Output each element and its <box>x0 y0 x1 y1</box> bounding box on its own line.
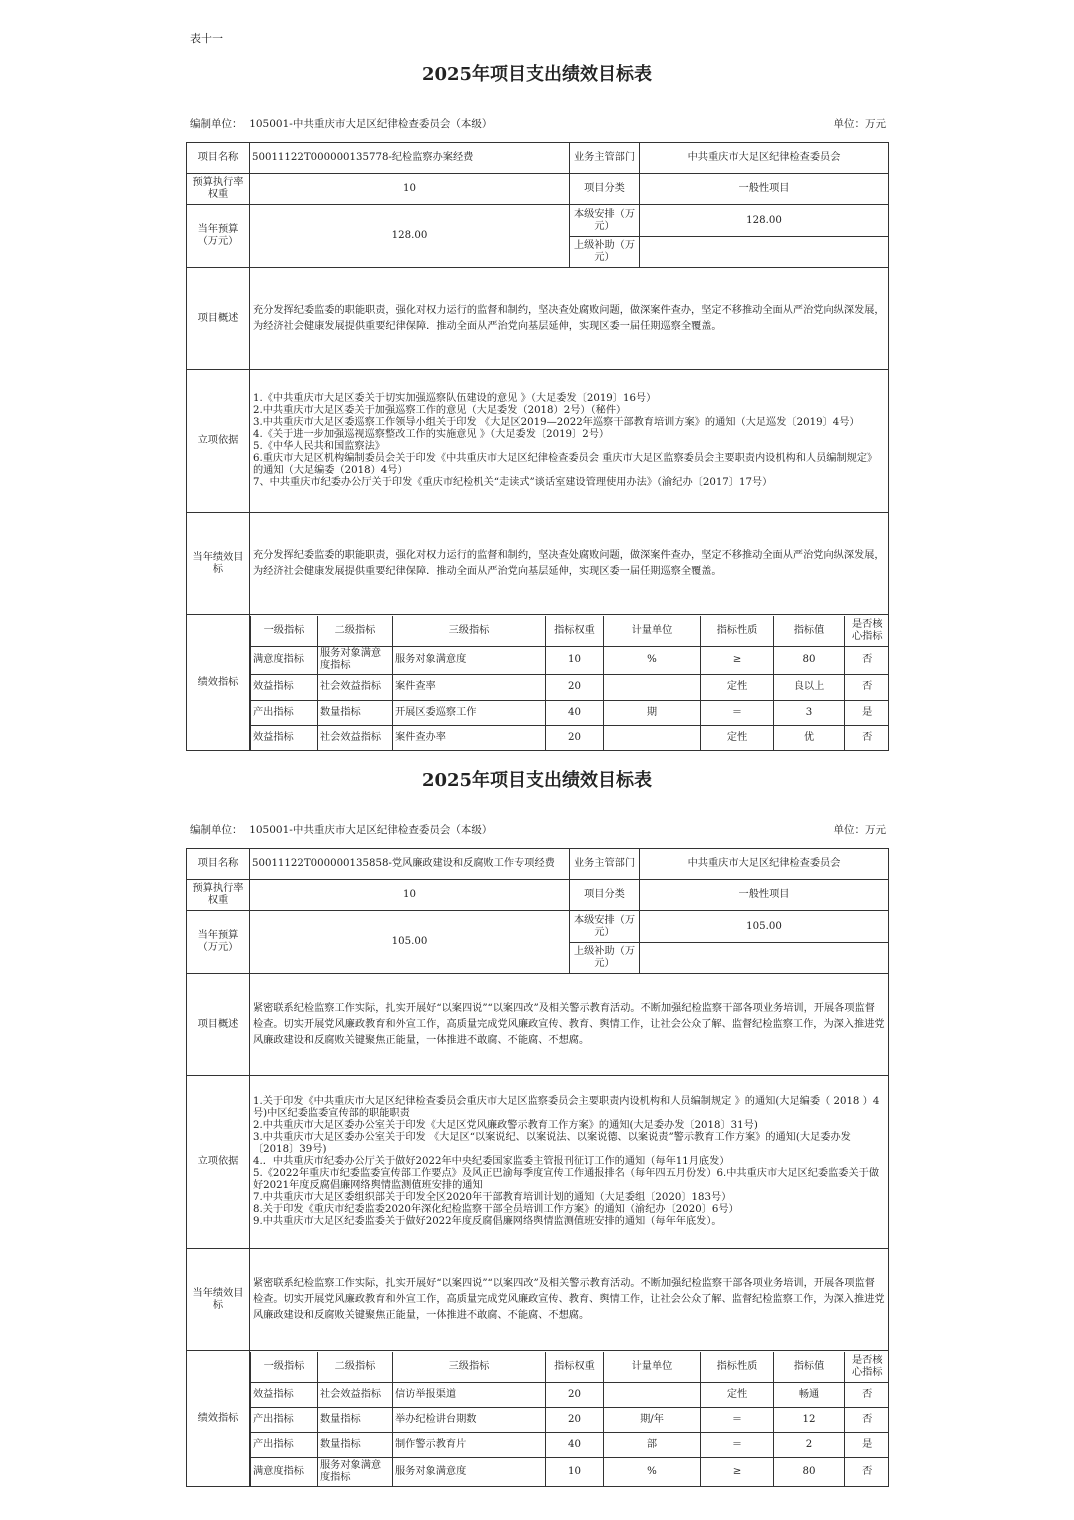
indicator-cell-value: 优 <box>774 725 845 750</box>
goal: 紧密联系纪检监察工作实际，扎实开展好“以案四说”“以案四改”及相关警示教育活动。不断加强纪检监察干部各项业务培训，开展各项监督检查。切实开展党风廉政教育和外宣工作，高质量完成党风廉政宣传、教育、舆情工作，让社会公众了解、监督纪检监察工作，为深入推进党风廉政建设和反腐败关键聚焦正能量，一体推进不敢腐、不能腐、不想腐。 <box>250 1249 889 1351</box>
indicator-cell-unit: 期/年 <box>604 1407 701 1432</box>
indicator-cell-level1: 满意度指标 <box>251 1457 318 1486</box>
indicator-cell-level2: 服务对象满意度指标 <box>318 1457 393 1486</box>
budget-label: 当年预算（万元） <box>187 205 250 268</box>
form-table <box>186 848 889 1487</box>
indicator-cell-level1: 产出指标 <box>251 1432 318 1457</box>
indicator-header: 三级指标 <box>393 1352 546 1382</box>
project-name-label: 项目名称 <box>187 849 250 880</box>
budget: 128.00 <box>250 205 570 268</box>
indicator-cell-nature: ＝ <box>701 1432 774 1457</box>
basis-item: 2.中共重庆市大足区委办公室关于印发《大足区党风廉政警示教育工作方案》的通知(大足委办发〔2018〕31号) <box>253 1120 758 1131</box>
basis-label: 立项依据 <box>187 370 250 513</box>
basis-item: 5.《中华人民共和国监察法》 <box>253 441 385 452</box>
basis-item: 5.《2022年重庆市纪委监委宣传部工作要点》及风正巴渝每季度宣传工作通报排名（每年四五月份发）6.中共重庆市大足区纪委监委关于做好2021年度反腐倡廉网络舆情监测值班安排的通知 <box>253 1168 880 1191</box>
indicator-row <box>251 700 889 725</box>
basis <box>250 370 889 513</box>
indicator-row <box>251 1432 889 1457</box>
indicator-cell-unit: 部 <box>604 1432 701 1457</box>
goal: 充分发挥纪委监委的职能职责，强化对权力运行的监督和制约，坚决查处腐败问题，做深案件查办，坚定不移推动全面从严治党向纵深发展，为经济社会健康发展提供重要纪律保障．推动全面从严治党向基层延伸，实现区委一届任期巡察全覆盖。 <box>250 513 889 615</box>
exec-weight: 10 <box>250 880 570 911</box>
form-table <box>186 142 889 751</box>
indicator-cell-level3: 服务对象满意度 <box>393 646 546 674</box>
indicator-header: 指标权重 <box>546 1352 604 1382</box>
performance-form-1 <box>186 62 888 751</box>
dept-label: 业务主管部门 <box>570 143 640 174</box>
basis-item: 4.．中共重庆市纪委办公厅关于做好2022年中央纪委国家监委主管报刊征订工作的通知（每年11月底发） <box>253 1156 730 1167</box>
indicator-cell-level2: 数量指标 <box>318 700 393 725</box>
form-title: 2025年项目支出绩效目标表 <box>421 64 653 85</box>
unit-label: 单位：万元 <box>833 118 886 130</box>
overview: 紧密联系纪检监察工作实际，扎实开展好“以案四说”“以案四改”及相关警示教育活动。不断加强纪检监察干部各项业务培训，开展各项监督检查。切实开展党风廉政教育和外宣工作，高质量完成党风廉政宣传、教育、舆情工作，让社会公众了解、监督纪检监察工作，为深入推进党风廉政建设和反腐败关键聚焦正能量，一体推进不敢腐、不能腐、不想腐。 <box>250 974 889 1076</box>
indicator-cell <box>250 1351 889 1487</box>
org-value: 105001-中共重庆市大足区纪律检查委员会（本级） <box>249 824 493 836</box>
category: 一般性项目 <box>640 174 889 205</box>
indicator-cell-level2: 数量指标 <box>318 1432 393 1457</box>
project-name: 50011122T000000135858-党风廉政建设和反腐败工作专项经费 <box>250 849 570 880</box>
indicator-cell-level3: 案件查率 <box>393 674 546 700</box>
form-meta <box>186 822 888 838</box>
basis-item: 3.中共重庆市大足区委办公室关于印发 《大足区“以案说纪、以案说法、以案说德、以案说责”警示教育工作方案》的通知(大足委办发〔2018〕39号) <box>253 1132 851 1155</box>
form-meta <box>186 116 888 132</box>
indicator-cell-level1: 满意度指标 <box>251 646 318 674</box>
indicator-row <box>251 674 889 700</box>
org-line <box>190 822 492 838</box>
indicator-row <box>251 725 889 750</box>
indicator-cell-value: 3 <box>774 700 845 725</box>
basis-item: 1.《中共重庆市大足区委关于切实加强巡察队伍建设的意见 》（大足委发〔2019〕16号） <box>253 393 657 404</box>
indicator-cell-unit: % <box>604 646 701 674</box>
exec-weight-label: 预算执行率权重 <box>187 174 250 205</box>
indicator-cell-level1: 效益指标 <box>251 1382 318 1407</box>
indicator-cell-level1: 产出指标 <box>251 700 318 725</box>
indicator-label: 绩效指标 <box>187 615 250 751</box>
indicator-cell-nature: 定性 <box>701 1382 774 1407</box>
indicator-cell-nature: 定性 <box>701 725 774 750</box>
goal-label: 当年绩效目标 <box>187 1249 250 1351</box>
performance-form-2 <box>186 768 888 1487</box>
sub-label: 上级补助（万元） <box>570 943 640 974</box>
indicator-cell-core: 否 <box>845 1457 889 1486</box>
indicator-cell-weight: 20 <box>546 1382 604 1407</box>
basis-item: 9.中共重庆市大足区纪委监委关于做好2022年度反腐倡廉网络舆情监测值班安排的通知（每年年底发）。 <box>253 1216 722 1227</box>
budget-label: 当年预算（万元） <box>187 911 250 974</box>
indicator-label: 绩效指标 <box>187 1351 250 1487</box>
indicator-header: 是否核心指标 <box>845 1352 889 1382</box>
page-label: 表十一 <box>190 32 223 45</box>
category: 一般性项目 <box>640 880 889 911</box>
indicator-cell-level2: 数量指标 <box>318 1407 393 1432</box>
basis-item: 7.中共重庆市大足区委组织部关于印发全区2020年干部教育培训计划的通知（大足委组〔2020〕183号） <box>253 1192 732 1203</box>
budget: 105.00 <box>250 911 570 974</box>
category-label: 项目分类 <box>570 880 640 911</box>
indicator-row <box>251 646 889 674</box>
goal-label: 当年绩效目标 <box>187 513 250 615</box>
project-name-label: 项目名称 <box>187 143 250 174</box>
basis-item: 2.中共重庆市大足区委关于加强巡察工作的意见（大足委发（2018）2号）（秘件） <box>253 405 627 416</box>
form-title: 2025年项目支出绩效目标表 <box>421 770 653 791</box>
indicator-cell-value: 良以上 <box>774 674 845 700</box>
indicator-cell-unit <box>604 1382 701 1407</box>
indicator-cell-core: 否 <box>845 674 889 700</box>
indicator-header: 二级指标 <box>318 1352 393 1382</box>
indicator-cell-weight: 20 <box>546 725 604 750</box>
indicator-cell-level3: 服务对象满意度 <box>393 1457 546 1486</box>
indicator-header: 计量单位 <box>604 616 701 646</box>
indicator-table <box>250 1352 889 1486</box>
indicator-header: 指标值 <box>774 1352 845 1382</box>
indicator-cell-nature: ＝ <box>701 1407 774 1432</box>
indicator-row <box>251 1407 889 1432</box>
indicator-header: 二级指标 <box>318 616 393 646</box>
indicator-cell-level3: 举办纪检讲台期数 <box>393 1407 546 1432</box>
unit-label: 单位：万元 <box>833 824 886 836</box>
indicator-header: 一级指标 <box>251 1352 318 1382</box>
basis-item: 4.《关于进一步加强巡视巡察整改工作的实施意见 》（大足委发〔2019〕2号） <box>253 429 610 440</box>
indicator-header: 计量单位 <box>604 1352 701 1382</box>
indicator-header: 指标性质 <box>701 616 774 646</box>
sub-label: 上级补助（万元） <box>570 237 640 268</box>
indicator-header: 指标权重 <box>546 616 604 646</box>
indicator-cell-level2: 社会效益指标 <box>318 674 393 700</box>
basis-item: 6.重庆市大足区机构编制委员会关于印发《中共重庆市大足区纪律检查委员会 重庆市大足区监察委员会主要职责内设机构和人员编制规定》的通知（大足编委（2018）4号） <box>253 453 878 476</box>
indicator-row <box>251 1457 889 1486</box>
indicator-cell-level3: 制作警示教育片 <box>393 1432 546 1457</box>
indicator-cell-weight: 20 <box>546 1407 604 1432</box>
org-label: 编制单位： <box>190 824 243 836</box>
dept: 中共重庆市大足区纪律检查委员会 <box>640 143 889 174</box>
indicator-cell-unit <box>604 725 701 750</box>
basis <box>250 1076 889 1249</box>
indicator-header: 三级指标 <box>393 616 546 646</box>
indicator-header: 是否核心指标 <box>845 616 889 646</box>
indicator-row <box>251 1382 889 1407</box>
basis-item: 1.关于印发《中共重庆市大足区纪律检查委员会重庆市大足区监察委员会主要职责内设机构和人员编制规定 》的通知(大足编委（ 2018 ）4号)中区纪委监委宣传部的职能职责 <box>253 1096 880 1119</box>
basis-label: 立项依据 <box>187 1076 250 1249</box>
indicator-cell-level2: 服务对象满意度指标 <box>318 646 393 674</box>
dept: 中共重庆市大足区纪律检查委员会 <box>640 849 889 880</box>
overview-label: 项目概述 <box>187 268 250 370</box>
indicator-cell-core: 是 <box>845 1432 889 1457</box>
overview: 充分发挥纪委监委的职能职责，强化对权力运行的监督和制约，坚决查处腐败问题，做深案件查办，坚定不移推动全面从严治党向纵深发展，为经济社会健康发展提供重要纪律保障．推动全面从严治党向基层延伸，实现区委一届任期巡察全覆盖。 <box>250 268 889 370</box>
indicator-cell-unit: % <box>604 1457 701 1486</box>
exec-weight: 10 <box>250 174 570 205</box>
indicator-header: 指标性质 <box>701 1352 774 1382</box>
indicator-cell-core: 否 <box>845 1407 889 1432</box>
indicator-cell-level3: 开展区委巡察工作 <box>393 700 546 725</box>
indicator-cell-unit: 期 <box>604 700 701 725</box>
sub <box>640 943 889 974</box>
indicator-cell-core: 否 <box>845 646 889 674</box>
indicator-cell <box>250 615 889 751</box>
indicator-cell-value: 畅通 <box>774 1382 845 1407</box>
indicator-cell-level1: 效益指标 <box>251 674 318 700</box>
org-value: 105001-中共重庆市大足区纪律检查委员会（本级） <box>249 118 493 130</box>
indicator-header: 一级指标 <box>251 616 318 646</box>
dept-label: 业务主管部门 <box>570 849 640 880</box>
indicator-cell-weight: 10 <box>546 646 604 674</box>
indicator-cell-nature: 定性 <box>701 674 774 700</box>
category-label: 项目分类 <box>570 174 640 205</box>
indicator-cell-unit <box>604 674 701 700</box>
own: 128.00 <box>640 205 889 237</box>
basis-item: 8.关于印发《重庆市纪委监委2020年深化纪检监察干部全员培训工作方案》的通知（渝纪办〔2020〕6号） <box>253 1204 739 1215</box>
project-name: 50011122T000000135778-纪检监察办案经费 <box>250 143 570 174</box>
indicator-cell-level1: 产出指标 <box>251 1407 318 1432</box>
basis-item: 7、中共重庆市纪委办公厅关于印发《重庆市纪检机关“走读式”谈话室建设管理使用办法》（渝纪办〔2017〕17号） <box>253 477 773 488</box>
indicator-cell-value: 80 <box>774 1457 845 1486</box>
indicator-cell-value: 2 <box>774 1432 845 1457</box>
indicator-cell-value: 80 <box>774 646 845 674</box>
own-label: 本级安排（万元） <box>570 205 640 237</box>
indicator-cell-core: 是 <box>845 700 889 725</box>
overview-label: 项目概述 <box>187 974 250 1076</box>
indicator-cell-core: 否 <box>845 1382 889 1407</box>
own-label: 本级安排（万元） <box>570 911 640 943</box>
org-label: 编制单位： <box>190 118 243 130</box>
indicator-cell-level2: 社会效益指标 <box>318 1382 393 1407</box>
basis-item: 3.中共重庆市大足区委巡察工作领导小组关于印发 《大足区2019—2022年巡察干部教育培训方案》的通知（大足巡发〔2019〕4号） <box>253 417 860 428</box>
indicator-cell-weight: 10 <box>546 1457 604 1486</box>
indicator-cell-nature: ＝ <box>701 700 774 725</box>
indicator-cell-level1: 效益指标 <box>251 725 318 750</box>
indicator-cell-nature: ≥ <box>701 646 774 674</box>
exec-weight-label: 预算执行率权重 <box>187 880 250 911</box>
indicator-cell-level3: 案件查办率 <box>393 725 546 750</box>
indicator-cell-level2: 社会效益指标 <box>318 725 393 750</box>
indicator-cell-level3: 信访举报渠道 <box>393 1382 546 1407</box>
indicator-table <box>250 616 889 750</box>
indicator-cell-weight: 40 <box>546 700 604 725</box>
own: 105.00 <box>640 911 889 943</box>
indicator-cell-weight: 40 <box>546 1432 604 1457</box>
sub <box>640 237 889 268</box>
indicator-cell-core: 否 <box>845 725 889 750</box>
org-line <box>190 116 492 132</box>
indicator-cell-value: 12 <box>774 1407 845 1432</box>
indicator-cell-nature: ≥ <box>701 1457 774 1486</box>
indicator-header: 指标值 <box>774 616 845 646</box>
indicator-cell-weight: 20 <box>546 674 604 700</box>
